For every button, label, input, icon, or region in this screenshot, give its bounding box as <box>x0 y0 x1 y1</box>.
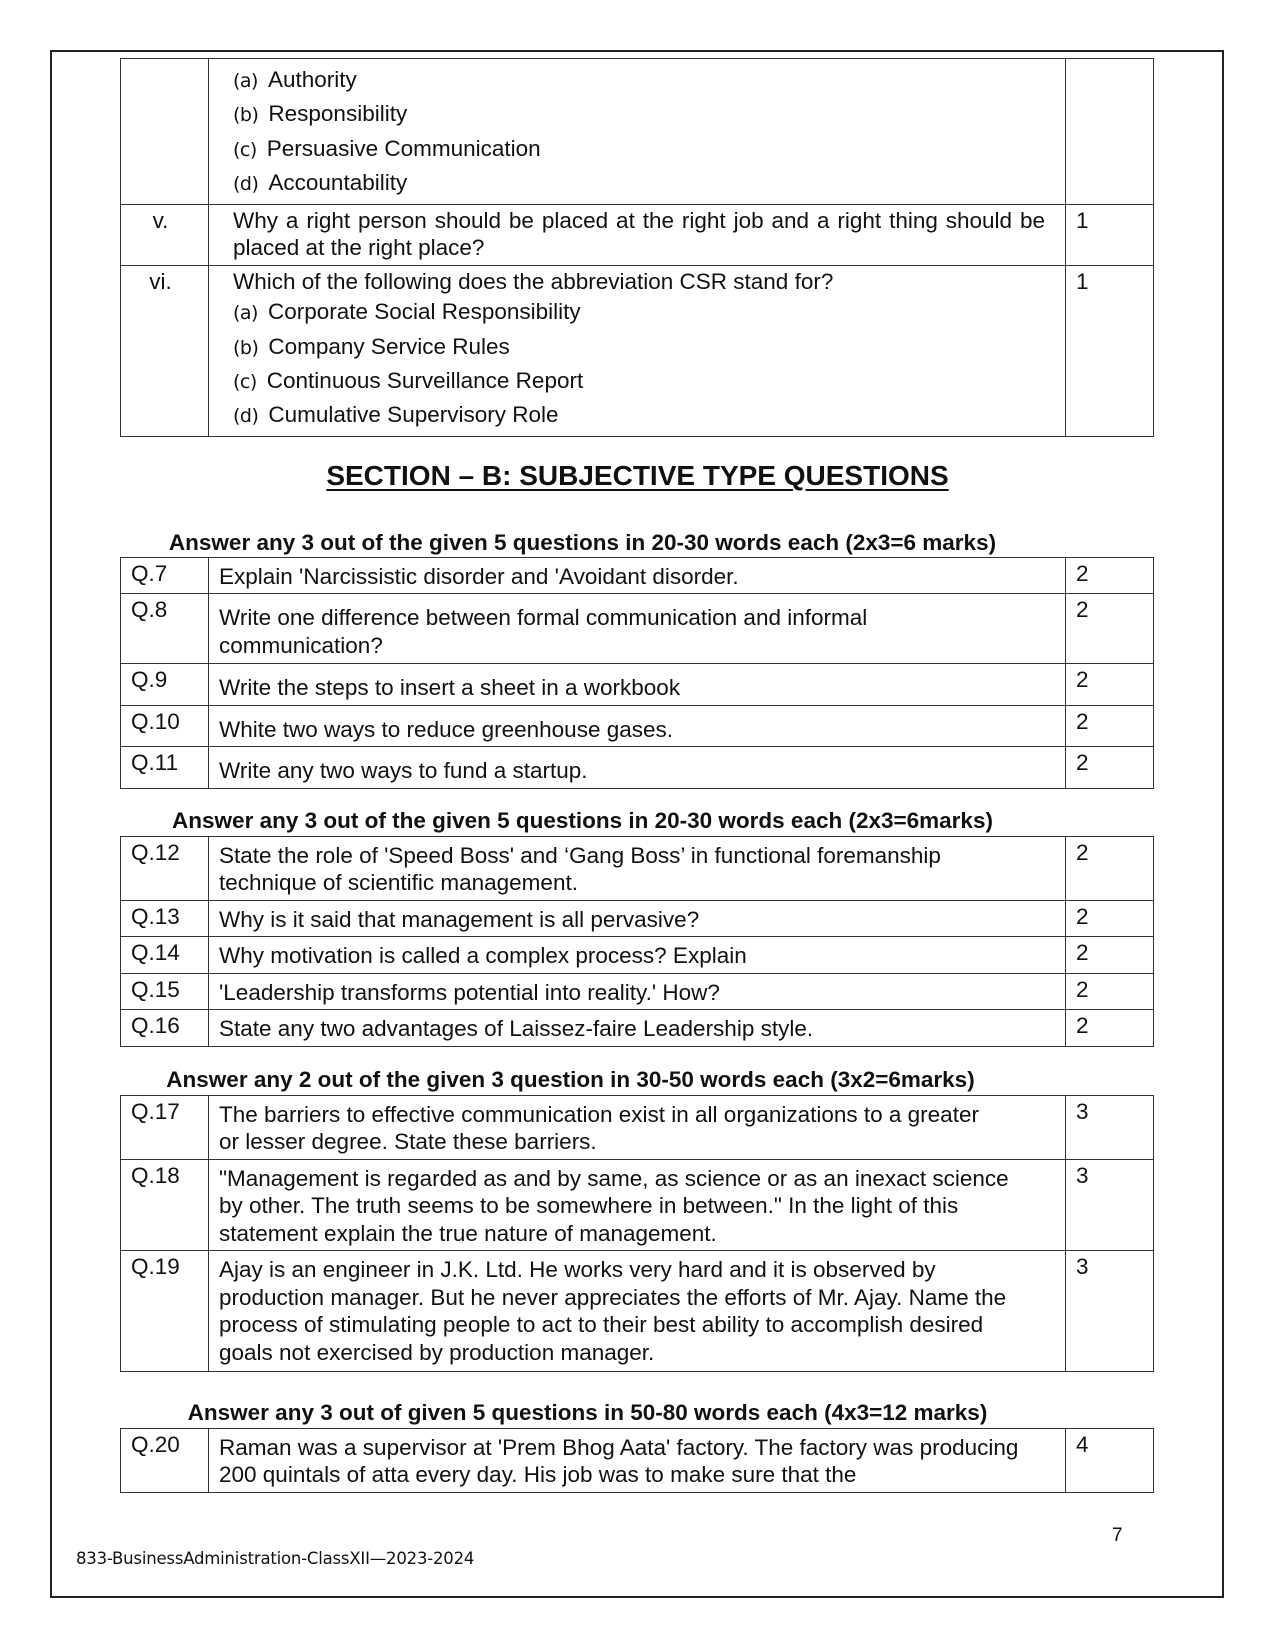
option-text: Responsibility <box>268 101 408 127</box>
marks-value: 2 <box>1066 558 1154 594</box>
question-number: Q.18 <box>121 1159 209 1250</box>
marks-value: 3 <box>1066 1251 1154 1372</box>
table-row <box>121 837 1154 901</box>
table-row <box>121 705 1154 746</box>
table-row <box>121 558 1154 594</box>
option-item <box>233 295 1057 329</box>
option-item <box>233 398 1057 432</box>
option-letter: (d) <box>233 405 259 428</box>
table-row <box>121 1429 1154 1493</box>
marks-value: 2 <box>1066 837 1154 901</box>
question-number: Q.13 <box>121 900 209 936</box>
table-row <box>121 1096 1154 1160</box>
marks-value: 2 <box>1066 594 1154 664</box>
marks-value: 3 <box>1066 1096 1154 1160</box>
question-text: 'Leadership transforms potential into reality.' How? <box>209 973 1066 1009</box>
table-row <box>121 900 1154 936</box>
question-table <box>120 557 1154 789</box>
table-row <box>121 59 1154 205</box>
marks-value: 2 <box>1066 1010 1154 1046</box>
marks-cell <box>1066 59 1154 205</box>
question-number: Q.14 <box>121 937 209 973</box>
table-row <box>121 1010 1154 1046</box>
question-table <box>120 1095 1154 1372</box>
question-number: Q.20 <box>121 1429 209 1493</box>
question-text: Why motivation is called a complex process? Explain <box>209 937 1066 973</box>
question-text: "Management is regarded as and by same, as science or as an inexact science by other. The truth seems to be somewhere in between." In the light of this statement explain the true nature of management. <box>209 1159 1066 1250</box>
question-text: Write any two ways to fund a startup. <box>209 747 1066 788</box>
footer-text: 833-BusinessAdministration-ClassXII—2023-2024 <box>76 1549 475 1568</box>
question-number: Q.11 <box>121 747 209 788</box>
table-row <box>121 973 1154 1009</box>
marks-value: 1 <box>1066 204 1154 265</box>
section-title-text: SECTION – B: SUBJECTIVE TYPE QUESTIONS <box>326 460 949 491</box>
marks-value: 1 <box>1066 265 1154 436</box>
question-text: Why a right person should be placed at the right job and a right thing should be placed at the right place? <box>209 204 1066 265</box>
question-text: State any two advantages of Laissez-faire Leadership style. <box>209 1010 1066 1046</box>
question-number: Q.12 <box>121 837 209 901</box>
option-item <box>219 166 1057 200</box>
question-table <box>120 836 1154 1047</box>
table-row <box>121 937 1154 973</box>
table-row <box>121 594 1154 664</box>
table-row <box>121 747 1154 788</box>
group-instruction: Answer any 3 out of given 5 questions in 50-80 words each (4x3=12 marks) <box>187 1400 988 1425</box>
option-item <box>219 63 1057 97</box>
marks-value: 2 <box>1066 973 1154 1009</box>
question-number: Q.9 <box>121 664 209 705</box>
option-text: Accountability <box>268 170 408 196</box>
question-number: Q.7 <box>121 558 209 594</box>
marks-value: 2 <box>1066 705 1154 746</box>
question-text: Which of the following does the abbreviation CSR stand for? <box>233 268 834 294</box>
marks-value: 2 <box>1066 937 1154 973</box>
group-instruction: Answer any 3 out of the given 5 questions in 20-30 words each (2x3=6marks) <box>172 808 993 833</box>
marks-value: 3 <box>1066 1159 1154 1250</box>
option-letter: (a) <box>233 70 258 92</box>
marks-value: 2 <box>1066 900 1154 936</box>
option-text: Cumulative Supervisory Role <box>268 402 559 428</box>
option-letter: (b) <box>233 104 259 127</box>
option-text: Continuous Surveillance Report <box>266 367 584 393</box>
option-item <box>219 132 1057 166</box>
marks-value: 2 <box>1066 664 1154 705</box>
option-letter: (a) <box>233 302 258 325</box>
question-text: Ajay is an engineer in J.K. Ltd. He works very hard and it is observed by production manager. But he never appreciates the efforts of Mr. Ajay. Name the process of stimulating people to act to their best ability to accomplish desired goals not exercised by production manager. <box>209 1251 1066 1372</box>
question-number: v. <box>121 204 209 265</box>
question-table <box>120 1428 1154 1493</box>
question-text: Write one difference between formal communication and informal communication? <box>209 594 1066 664</box>
option-item <box>233 364 1057 398</box>
question-text: White two ways to reduce greenhouse gases. <box>209 705 1066 746</box>
question-text: Why is it said that management is all pervasive? <box>209 900 1066 936</box>
table-row <box>121 265 1154 436</box>
option-text: Authority <box>267 67 357 92</box>
section-title <box>0 460 1275 492</box>
table-row <box>121 204 1154 265</box>
question-text: Write the steps to insert a sheet in a workbook <box>209 664 1066 705</box>
question-number: Q.8 <box>121 594 209 664</box>
question-number-cell <box>121 59 209 205</box>
option-item <box>233 330 1057 364</box>
option-letter: (b) <box>233 336 259 359</box>
option-text: Corporate Social Responsibility <box>267 299 581 325</box>
table-row <box>121 1159 1154 1250</box>
question-text: State the role of 'Speed Boss' and ‘Gang Boss’ in functional foremanship technique of scientific management. <box>209 837 1066 901</box>
option-text: Company Service Rules <box>268 333 510 359</box>
question-number: Q.16 <box>121 1010 209 1046</box>
option-letter: (c) <box>233 138 257 161</box>
marks-value: 4 <box>1066 1429 1154 1493</box>
page-number: 7 <box>1112 1525 1123 1546</box>
options-cell <box>209 59 1066 205</box>
option-text: Persuasive Communication <box>266 135 541 161</box>
table-row <box>121 664 1154 705</box>
mcq-table <box>120 58 1154 437</box>
option-letter: (c) <box>233 370 257 393</box>
question-number: Q.10 <box>121 705 209 746</box>
question-text: The barriers to effective communication exist in all organizations to a greater or lesser degree. State these barriers. <box>209 1096 1066 1160</box>
group-instruction: Answer any 3 out of the given 5 questions in 20-30 words each (2x3=6 marks) <box>168 530 997 555</box>
question-text: Explain 'Narcissistic disorder and 'Avoidant disorder. <box>209 558 1066 594</box>
question-text: Raman was a supervisor at 'Prem Bhog Aata' factory. The factory was producing 200 quintals of atta every day. His job was to make sure that the <box>209 1429 1066 1493</box>
question-number: Q.19 <box>121 1251 209 1372</box>
question-number: Q.17 <box>121 1096 209 1160</box>
marks-value: 2 <box>1066 747 1154 788</box>
question-number: vi. <box>121 265 209 436</box>
table-row <box>121 1251 1154 1372</box>
group-instruction: Answer any 2 out of the given 3 question in 30-50 words each (3x2=6marks) <box>166 1067 975 1092</box>
question-number: Q.15 <box>121 973 209 1009</box>
option-letter: (d) <box>233 173 259 196</box>
option-item <box>219 97 1057 131</box>
